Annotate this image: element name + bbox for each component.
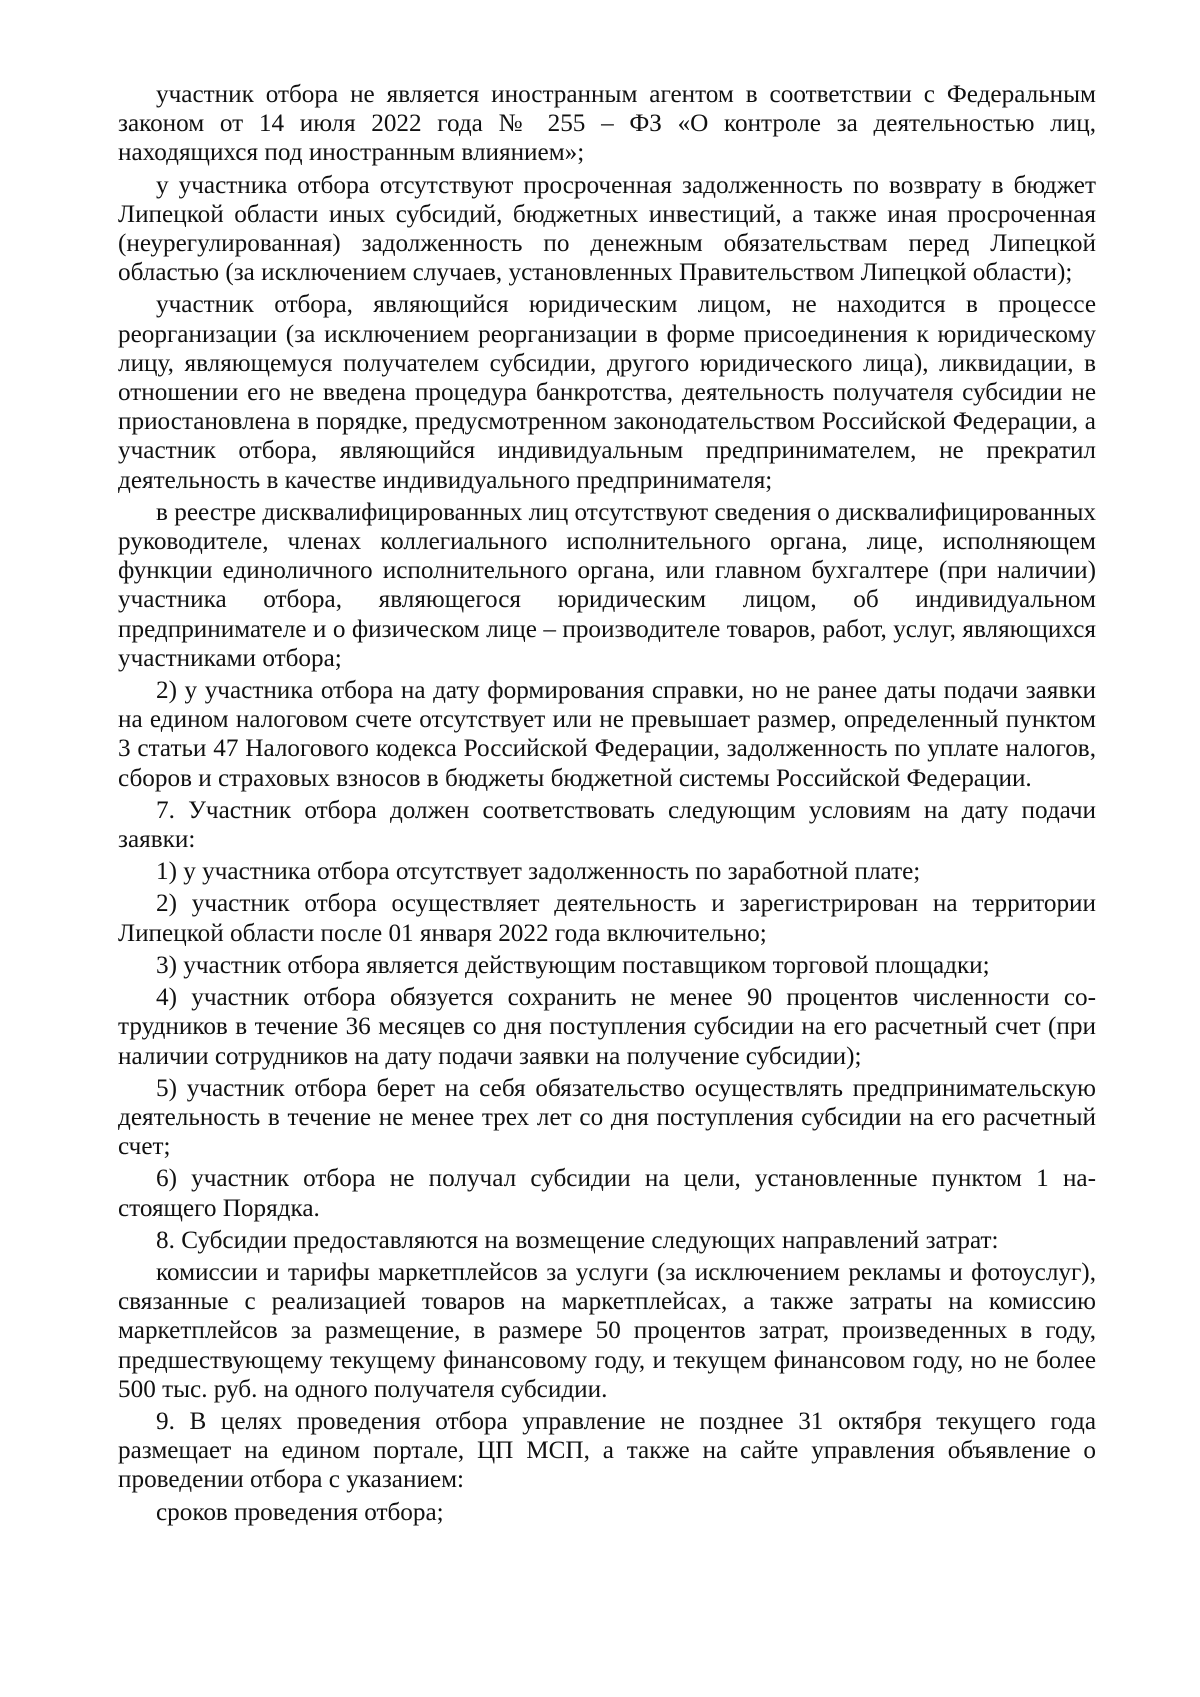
paragraph-selection-terms: сроков проведения отбора; bbox=[156, 1498, 444, 1526]
paragraph-foreign-agent: участник отбора не является иностранным агентом в соответствии с Федеральным законом от 14 июля 2022 года № 255 – ФЗ «О контроле за деятельностью лиц, находящихся под иностранным влиянием»; bbox=[118, 81, 1096, 167]
paragraph-section-7: 7. Участник отбора должен соответствовать следующим условиям на дату подачи заявки: bbox=[118, 796, 1096, 854]
paragraph-disqualified-registry: в реестре дисквалифицированных лиц отсутствуют сведения о дисквалифицированных руководителе, членах коллегиального исполнительного органа, лице, исполняющем функции единоличного исполнительного органа, или главном бухгалтере (при наличии) участника отбора, являющегося юридическим лицом, об индивидуальном предпринимателе и о физическом лице – производителе товаров, работ, услуг, являющихся участниками отбора; bbox=[118, 498, 1096, 672]
paragraph-item-2-tax-debt: 2) у участника отбора на дату формирования справки, но не ранее даты подачи заявки на едином налоговом счете отсутствует или не превышает размер, определенный пунктом 3 статьи 47 Налогового кодекса Российской Федерации, задолженность по уплате налогов, сборов и страховых взносов в бюджеты бюджетной системы Российской Федерации. bbox=[118, 677, 1096, 792]
paragraph-marketplace-fees: комиссии и тарифы маркетплейсов за услуги (за исключением рекламы и фотоуслуг), связанные с реализацией товаров на маркетплейсах, а также затраты на комиссию маркетплейсов за размещение, в размере 50 процентов затрат, произведенных в году, предшествующему текущему финансовому году, и текущем финансовом году, но не более 500 тыс. руб. на одного получателя субсидии. bbox=[118, 1258, 1096, 1403]
paragraph-section-9: 9. В целях проведения отбора управление не позднее 31 октября текущего года размещает на едином портале, ЦП МСП, а также на сайте управления объявление о проведении отбора с указанием: bbox=[118, 1407, 1096, 1494]
paragraph-condition-4: 4) участник отбора обязуется сохранить не менее 90 процентов численности сотрудников в течение 36 месяцев со дня поступления субсидии на его расчетный счет (при наличии сотрудников на дату подачи заявки на получение субсидии); bbox=[118, 984, 1096, 1070]
paragraph-condition-6: 6) участник отбора не получал субсидии на цели, установленные пунктом 1 настоящего Порядка. bbox=[118, 1165, 1096, 1222]
document-page bbox=[118, 80, 1096, 1527]
paragraph-overdue-debt: у участника отбора отсутствуют просроченная задолженность по возврату в бюджет Липецкой области иных субсидий, бюджетных инвестиций, а также иная просроченная (неурегулированная) задолженность по денежным обязательствам перед Липецкой областью (за исключением случаев, установленных Правительством Липецкой области); bbox=[118, 171, 1096, 287]
paragraph-reorganization: участник отбора, являющийся юридическим лицом, не находится в процессе реорганизации (за исключением реорганизации в форме присоединения к юридическому лицу, являющемуся получателем субсидии, другого юридического лица), ликвидации, в отношении его не введена процедура банкротства, деятельность получателя субсидии не приостановлена в порядке, предусмотренном законодательством Российской Федерации, а участник отбора, являющийся индивидуальным предпринимателем, не прекратил деятельность в качестве индивидуального предпринимателя; bbox=[118, 291, 1096, 494]
paragraph-condition-3: 3) участник отбора является действующим поставщиком торговой площадки; bbox=[156, 951, 990, 979]
paragraph-condition-2: 2) участник отбора осуществляет деятельность и зарегистрирован на территории Липецкой области после 01 января 2022 года включительно; bbox=[118, 890, 1096, 947]
paragraph-condition-1: 1) у участника отбора отсутствует задолженность по заработной плате; bbox=[156, 858, 921, 886]
paragraph-section-8: 8. Субсидии предоставляются на возмещение следующих направлений затрат: bbox=[156, 1226, 999, 1254]
paragraph-condition-5: 5) участник отбора берет на себя обязательство осуществлять предпринимательскую деятельность в течение не менее трех лет со дня поступления субсидии на его расчетный счет; bbox=[118, 1074, 1096, 1161]
